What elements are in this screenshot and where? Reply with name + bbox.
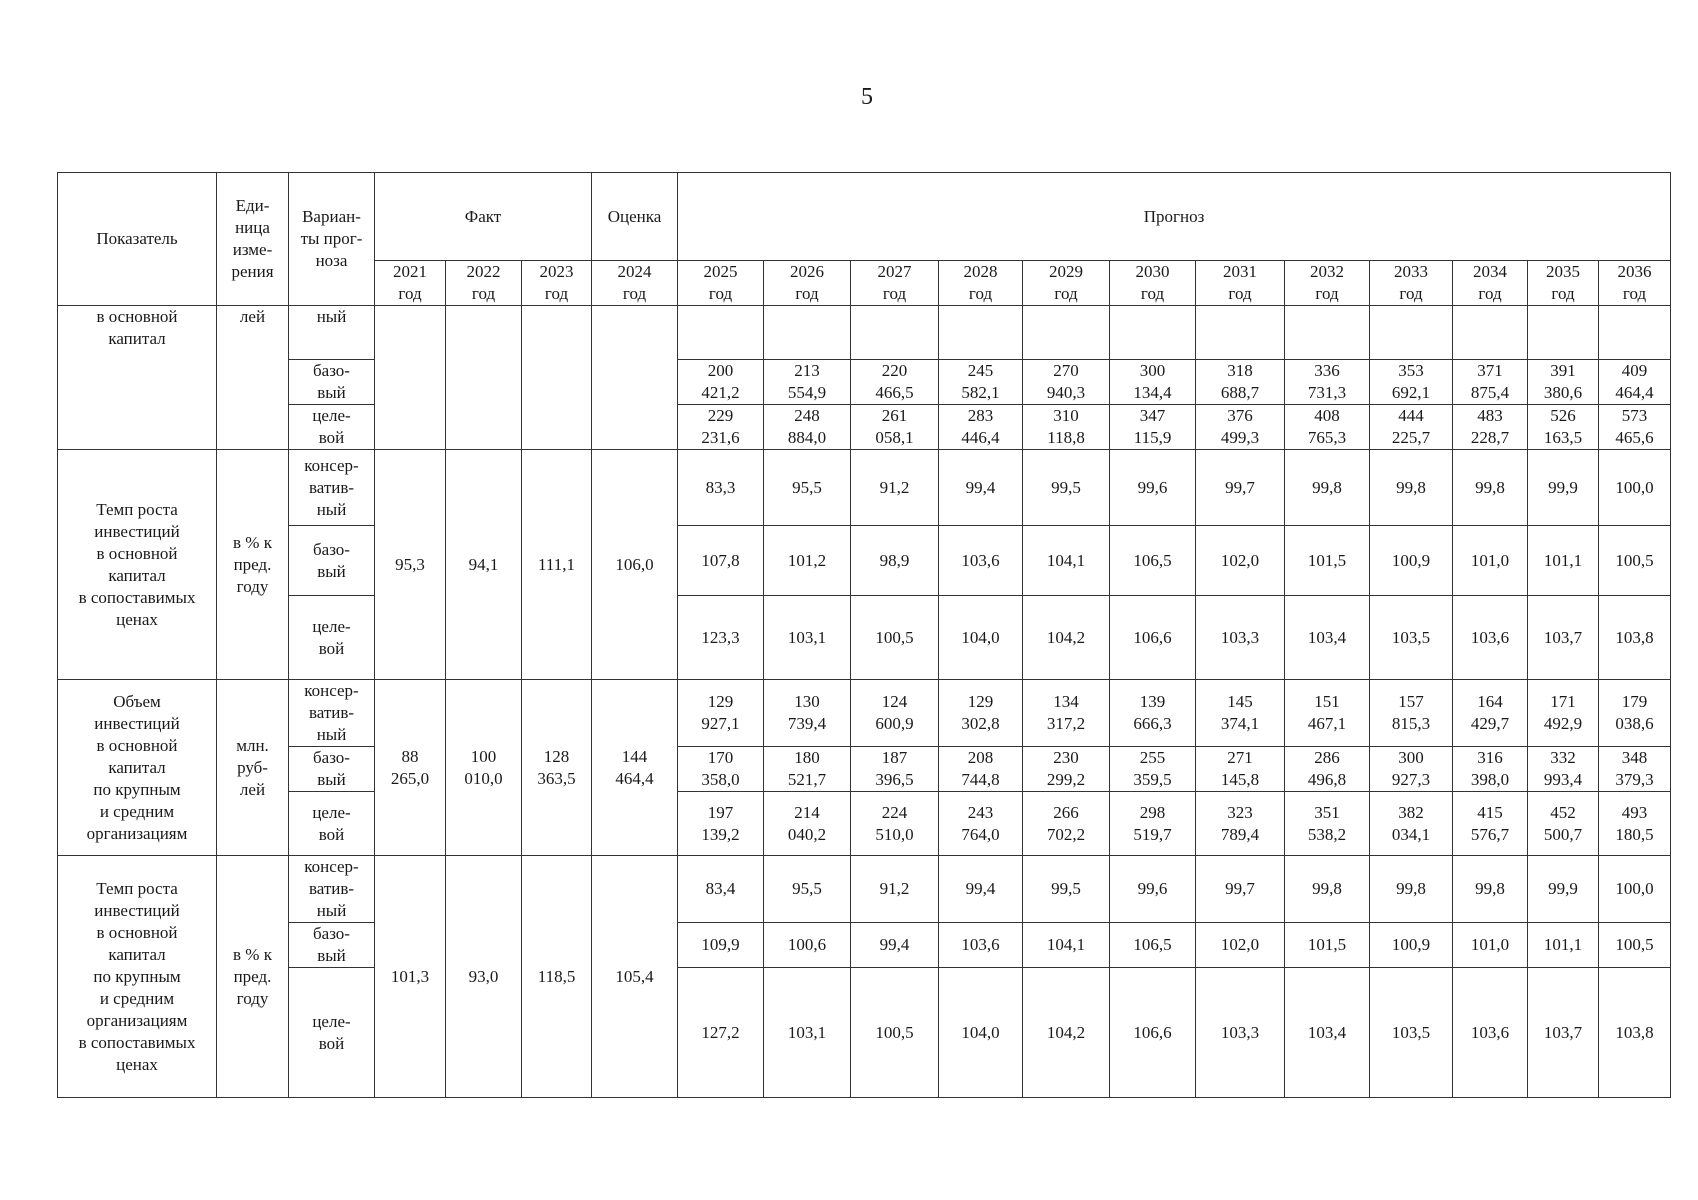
forecast-value-cell: 271 145,8 bbox=[1196, 747, 1285, 792]
header-year: 2022 год bbox=[446, 261, 522, 306]
forecast-value-cell: 310 118,8 bbox=[1023, 405, 1110, 450]
fact-value-cell: 105,4 bbox=[592, 856, 678, 1098]
forecast-value-cell bbox=[1023, 306, 1110, 360]
forecast-value-cell: 101,2 bbox=[764, 526, 851, 596]
forecast-value-cell: 214 040,2 bbox=[764, 792, 851, 856]
unit-cell: млн. руб- лей bbox=[217, 680, 289, 856]
indicator-cell: в основной капитал bbox=[58, 306, 217, 450]
fact-value-cell bbox=[522, 306, 592, 450]
forecast-value-cell bbox=[678, 306, 764, 360]
forecast-value-cell: 129 927,1 bbox=[678, 680, 764, 747]
forecast-value-cell: 220 466,5 bbox=[851, 360, 939, 405]
forecast-value-cell: 99,4 bbox=[939, 450, 1023, 526]
forecast-value-cell: 100,5 bbox=[1599, 923, 1671, 968]
forecast-value-cell: 99,7 bbox=[1196, 450, 1285, 526]
indicator-cell: Темп роста инвестиций в основной капитал в сопоставимых ценах bbox=[58, 450, 217, 680]
forecast-value-cell: 134 317,2 bbox=[1023, 680, 1110, 747]
forecast-value-cell: 106,6 bbox=[1110, 968, 1196, 1098]
forecast-value-cell: 100,6 bbox=[764, 923, 851, 968]
forecast-value-cell: 139 666,3 bbox=[1110, 680, 1196, 747]
header-year: 2034 год bbox=[1453, 261, 1528, 306]
forecast-value-cell bbox=[851, 306, 939, 360]
forecast-value-cell: 444 225,7 bbox=[1370, 405, 1453, 450]
forecast-value-cell: 104,1 bbox=[1023, 526, 1110, 596]
forecast-value-cell: 99,7 bbox=[1196, 856, 1285, 923]
forecast-value-cell: 323 789,4 bbox=[1196, 792, 1285, 856]
header-year: 2030 год bbox=[1110, 261, 1196, 306]
forecast-value-cell: 106,6 bbox=[1110, 596, 1196, 680]
forecast-value-cell: 371 875,4 bbox=[1453, 360, 1528, 405]
forecast-value-cell: 91,2 bbox=[851, 450, 939, 526]
forecast-value-cell: 101,0 bbox=[1453, 923, 1528, 968]
variant-cell: целе- вой bbox=[289, 405, 375, 450]
header-row-1 bbox=[58, 173, 1671, 261]
variant-cell: целе- вой bbox=[289, 968, 375, 1098]
forecast-value-cell: 286 496,8 bbox=[1285, 747, 1370, 792]
indicator-cell: Темп роста инвестиций в основной капитал по крупным и средним организациям в сопоставимых ценах bbox=[58, 856, 217, 1098]
forecast-value-cell: 164 429,7 bbox=[1453, 680, 1528, 747]
forecast-value-cell bbox=[1110, 306, 1196, 360]
table-row bbox=[58, 405, 1671, 450]
forecast-value-cell: 336 731,3 bbox=[1285, 360, 1370, 405]
forecast-value-cell: 100,0 bbox=[1599, 856, 1671, 923]
forecast-value-cell: 179 038,6 bbox=[1599, 680, 1671, 747]
forecast-value-cell: 230 299,2 bbox=[1023, 747, 1110, 792]
header-fact: Факт bbox=[375, 173, 592, 261]
forecast-value-cell: 300 927,3 bbox=[1370, 747, 1453, 792]
forecast-value-cell: 100,5 bbox=[851, 596, 939, 680]
forecast-value-cell: 95,5 bbox=[764, 856, 851, 923]
forecast-value-cell: 298 519,7 bbox=[1110, 792, 1196, 856]
forecast-value-cell: 98,9 bbox=[851, 526, 939, 596]
variant-cell: консер- ватив- ный bbox=[289, 680, 375, 747]
variant-cell: целе- вой bbox=[289, 792, 375, 856]
unit-cell: лей bbox=[217, 306, 289, 450]
forecast-value-cell: 103,3 bbox=[1196, 968, 1285, 1098]
fact-value-cell: 95,3 bbox=[375, 450, 446, 680]
header-year: 2031 год bbox=[1196, 261, 1285, 306]
forecast-value-cell: 130 739,4 bbox=[764, 680, 851, 747]
variant-cell: базо- вый bbox=[289, 526, 375, 596]
unit-cell: в % к пред. году bbox=[217, 450, 289, 680]
forecast-value-cell: 347 115,9 bbox=[1110, 405, 1196, 450]
page-number: 5 bbox=[861, 84, 873, 110]
table-row bbox=[58, 306, 1671, 360]
table-row bbox=[58, 680, 1671, 747]
forecast-value-cell: 415 576,7 bbox=[1453, 792, 1528, 856]
header-year: 2023 год bbox=[522, 261, 592, 306]
forecast-value-cell: 348 379,3 bbox=[1599, 747, 1671, 792]
forecast-value-cell: 382 034,1 bbox=[1370, 792, 1453, 856]
forecast-value-cell: 255 359,5 bbox=[1110, 747, 1196, 792]
forecast-value-cell: 101,1 bbox=[1528, 526, 1599, 596]
forecast-value-cell: 107,8 bbox=[678, 526, 764, 596]
forecast-value-cell: 99,9 bbox=[1528, 450, 1599, 526]
variant-cell: целе- вой bbox=[289, 596, 375, 680]
forecast-value-cell: 197 139,2 bbox=[678, 792, 764, 856]
forecast-value-cell: 243 764,0 bbox=[939, 792, 1023, 856]
header-year: 2024 год bbox=[592, 261, 678, 306]
forecast-value-cell: 103,5 bbox=[1370, 968, 1453, 1098]
fact-value-cell bbox=[446, 306, 522, 450]
forecast-value-cell: 409 464,4 bbox=[1599, 360, 1671, 405]
forecast-value-cell: 100,0 bbox=[1599, 450, 1671, 526]
forecast-value-cell: 100,5 bbox=[1599, 526, 1671, 596]
forecast-value-cell: 103,6 bbox=[1453, 596, 1528, 680]
forecast-value-cell: 248 884,0 bbox=[764, 405, 851, 450]
forecast-value-cell: 99,8 bbox=[1285, 856, 1370, 923]
forecast-value-cell: 391 380,6 bbox=[1528, 360, 1599, 405]
fact-value-cell: 88 265,0 bbox=[375, 680, 446, 856]
forecast-value-cell: 483 228,7 bbox=[1453, 405, 1528, 450]
fact-value-cell bbox=[592, 306, 678, 450]
forecast-value-cell: 99,5 bbox=[1023, 856, 1110, 923]
forecast-value-cell: 106,5 bbox=[1110, 923, 1196, 968]
forecast-value-cell: 101,5 bbox=[1285, 923, 1370, 968]
forecast-value-cell: 300 134,4 bbox=[1110, 360, 1196, 405]
fact-value-cell: 101,3 bbox=[375, 856, 446, 1098]
forecast-value-cell bbox=[1453, 306, 1528, 360]
forecast-value-cell: 99,4 bbox=[851, 923, 939, 968]
forecast-value-cell: 99,8 bbox=[1453, 856, 1528, 923]
fact-value-cell: 94,1 bbox=[446, 450, 522, 680]
forecast-value-cell: 103,1 bbox=[764, 968, 851, 1098]
forecast-value-cell: 103,6 bbox=[1453, 968, 1528, 1098]
fact-value-cell: 106,0 bbox=[592, 450, 678, 680]
forecast-value-cell: 103,6 bbox=[939, 526, 1023, 596]
header-year: 2033 год bbox=[1370, 261, 1453, 306]
forecast-value-cell bbox=[1196, 306, 1285, 360]
forecast-value-cell: 318 688,7 bbox=[1196, 360, 1285, 405]
table-row bbox=[58, 968, 1671, 1098]
forecast-value-cell bbox=[1370, 306, 1453, 360]
forecast-value-cell: 127,2 bbox=[678, 968, 764, 1098]
forecast-value-cell: 103,7 bbox=[1528, 968, 1599, 1098]
variant-cell: базо- вый bbox=[289, 923, 375, 968]
forecast-value-cell: 102,0 bbox=[1196, 923, 1285, 968]
forecast-value-cell: 187 396,5 bbox=[851, 747, 939, 792]
header-year: 2025 год bbox=[678, 261, 764, 306]
forecast-value-cell: 99,4 bbox=[939, 856, 1023, 923]
header-year: 2021 год bbox=[375, 261, 446, 306]
forecast-value-cell: 213 554,9 bbox=[764, 360, 851, 405]
table-row bbox=[58, 526, 1671, 596]
forecast-value-cell: 408 765,3 bbox=[1285, 405, 1370, 450]
table-row bbox=[58, 856, 1671, 923]
fact-value-cell: 111,1 bbox=[522, 450, 592, 680]
forecast-value-cell: 99,8 bbox=[1285, 450, 1370, 526]
forecast-value-cell: 229 231,6 bbox=[678, 405, 764, 450]
forecast-value-cell: 526 163,5 bbox=[1528, 405, 1599, 450]
forecast-value-cell: 103,4 bbox=[1285, 968, 1370, 1098]
forecast-value-cell: 170 358,0 bbox=[678, 747, 764, 792]
forecast-value-cell: 261 058,1 bbox=[851, 405, 939, 450]
header-year: 2032 год bbox=[1285, 261, 1370, 306]
header-year: 2036 год bbox=[1599, 261, 1671, 306]
fact-value-cell bbox=[375, 306, 446, 450]
table-row bbox=[58, 792, 1671, 856]
header-indicator: Показатель bbox=[58, 173, 217, 306]
indicator-cell: Объем инвестиций в основной капитал по крупным и средним организациям bbox=[58, 680, 217, 856]
forecast-value-cell: 124 600,9 bbox=[851, 680, 939, 747]
forecast-value-cell: 101,1 bbox=[1528, 923, 1599, 968]
forecast-value-cell: 129 302,8 bbox=[939, 680, 1023, 747]
variant-cell: базо- вый bbox=[289, 360, 375, 405]
forecast-value-cell: 103,4 bbox=[1285, 596, 1370, 680]
forecast-value-cell: 103,8 bbox=[1599, 596, 1671, 680]
forecast-value-cell: 171 492,9 bbox=[1528, 680, 1599, 747]
forecast-value-cell: 104,2 bbox=[1023, 968, 1110, 1098]
header-unit: Еди- ница изме- рения bbox=[217, 173, 289, 306]
forecast-value-cell: 102,0 bbox=[1196, 526, 1285, 596]
forecast-value-cell: 99,8 bbox=[1453, 450, 1528, 526]
forecast-value-cell: 376 499,3 bbox=[1196, 405, 1285, 450]
forecast-value-cell: 104,0 bbox=[939, 596, 1023, 680]
forecast-value-cell: 104,1 bbox=[1023, 923, 1110, 968]
forecast-value-cell: 99,9 bbox=[1528, 856, 1599, 923]
table-row bbox=[58, 596, 1671, 680]
forecast-value-cell: 99,6 bbox=[1110, 856, 1196, 923]
fact-value-cell: 100 010,0 bbox=[446, 680, 522, 856]
fact-value-cell: 128 363,5 bbox=[522, 680, 592, 856]
forecast-value-cell: 101,5 bbox=[1285, 526, 1370, 596]
fact-value-cell: 144 464,4 bbox=[592, 680, 678, 856]
forecast-value-cell: 100,5 bbox=[851, 968, 939, 1098]
forecast-value-cell: 100,9 bbox=[1370, 923, 1453, 968]
forecast-value-cell: 101,0 bbox=[1453, 526, 1528, 596]
forecast-value-cell: 106,5 bbox=[1110, 526, 1196, 596]
header-variant: Вариан- ты прог- ноза bbox=[289, 173, 375, 306]
table-row bbox=[58, 923, 1671, 968]
forecast-value-cell: 332 993,4 bbox=[1528, 747, 1599, 792]
variant-cell: ный bbox=[289, 306, 375, 360]
header-year: 2035 год bbox=[1528, 261, 1599, 306]
forecast-value-cell: 103,8 bbox=[1599, 968, 1671, 1098]
forecast-value-cell: 493 180,5 bbox=[1599, 792, 1671, 856]
fact-value-cell: 93,0 bbox=[446, 856, 522, 1098]
header-year: 2029 год bbox=[1023, 261, 1110, 306]
forecast-value-cell: 180 521,7 bbox=[764, 747, 851, 792]
table-row bbox=[58, 360, 1671, 405]
forecast-value-cell: 99,8 bbox=[1370, 450, 1453, 526]
variant-cell: консер- ватив- ный bbox=[289, 450, 375, 526]
forecast-value-cell: 353 692,1 bbox=[1370, 360, 1453, 405]
forecast-value-cell: 99,8 bbox=[1370, 856, 1453, 923]
header-forecast: Прогноз bbox=[678, 173, 1671, 261]
table-row bbox=[58, 450, 1671, 526]
forecast-value-cell: 104,2 bbox=[1023, 596, 1110, 680]
forecast-value-cell: 157 815,3 bbox=[1370, 680, 1453, 747]
table-row bbox=[58, 747, 1671, 792]
forecast-value-cell: 103,7 bbox=[1528, 596, 1599, 680]
variant-cell: консер- ватив- ный bbox=[289, 856, 375, 923]
forecast-value-cell: 151 467,1 bbox=[1285, 680, 1370, 747]
forecast-value-cell: 104,0 bbox=[939, 968, 1023, 1098]
fact-value-cell: 118,5 bbox=[522, 856, 592, 1098]
forecast-value-cell bbox=[1285, 306, 1370, 360]
header-estimate: Оценка bbox=[592, 173, 678, 261]
forecast-value-cell: 452 500,7 bbox=[1528, 792, 1599, 856]
forecast-value-cell: 103,6 bbox=[939, 923, 1023, 968]
forecast-value-cell: 99,6 bbox=[1110, 450, 1196, 526]
forecast-value-cell: 109,9 bbox=[678, 923, 764, 968]
forecast-value-cell: 83,4 bbox=[678, 856, 764, 923]
forecast-value-cell: 316 398,0 bbox=[1453, 747, 1528, 792]
forecast-value-cell: 103,3 bbox=[1196, 596, 1285, 680]
forecast-value-cell: 83,3 bbox=[678, 450, 764, 526]
unit-cell: в % к пред. году bbox=[217, 856, 289, 1098]
forecast-value-cell: 283 446,4 bbox=[939, 405, 1023, 450]
forecast-value-cell: 123,3 bbox=[678, 596, 764, 680]
forecast-value-cell: 95,5 bbox=[764, 450, 851, 526]
forecast-value-cell: 145 374,1 bbox=[1196, 680, 1285, 747]
forecast-value-cell: 208 744,8 bbox=[939, 747, 1023, 792]
forecast-value-cell: 245 582,1 bbox=[939, 360, 1023, 405]
header-year: 2026 год bbox=[764, 261, 851, 306]
forecast-value-cell bbox=[764, 306, 851, 360]
forecast-value-cell: 103,1 bbox=[764, 596, 851, 680]
forecast-value-cell: 224 510,0 bbox=[851, 792, 939, 856]
forecast-value-cell: 100,9 bbox=[1370, 526, 1453, 596]
forecast-value-cell: 91,2 bbox=[851, 856, 939, 923]
forecast-value-cell: 573 465,6 bbox=[1599, 405, 1671, 450]
forecast-value-cell bbox=[1528, 306, 1599, 360]
forecast-value-cell: 200 421,2 bbox=[678, 360, 764, 405]
header-year: 2028 год bbox=[939, 261, 1023, 306]
forecast-value-cell: 103,5 bbox=[1370, 596, 1453, 680]
forecast-value-cell: 351 538,2 bbox=[1285, 792, 1370, 856]
forecast-value-cell: 270 940,3 bbox=[1023, 360, 1110, 405]
variant-cell: базо- вый bbox=[289, 747, 375, 792]
forecast-value-cell bbox=[1599, 306, 1671, 360]
header-year: 2027 год bbox=[851, 261, 939, 306]
forecast-table bbox=[57, 172, 1671, 1098]
forecast-value-cell bbox=[939, 306, 1023, 360]
forecast-value-cell: 99,5 bbox=[1023, 450, 1110, 526]
forecast-value-cell: 266 702,2 bbox=[1023, 792, 1110, 856]
